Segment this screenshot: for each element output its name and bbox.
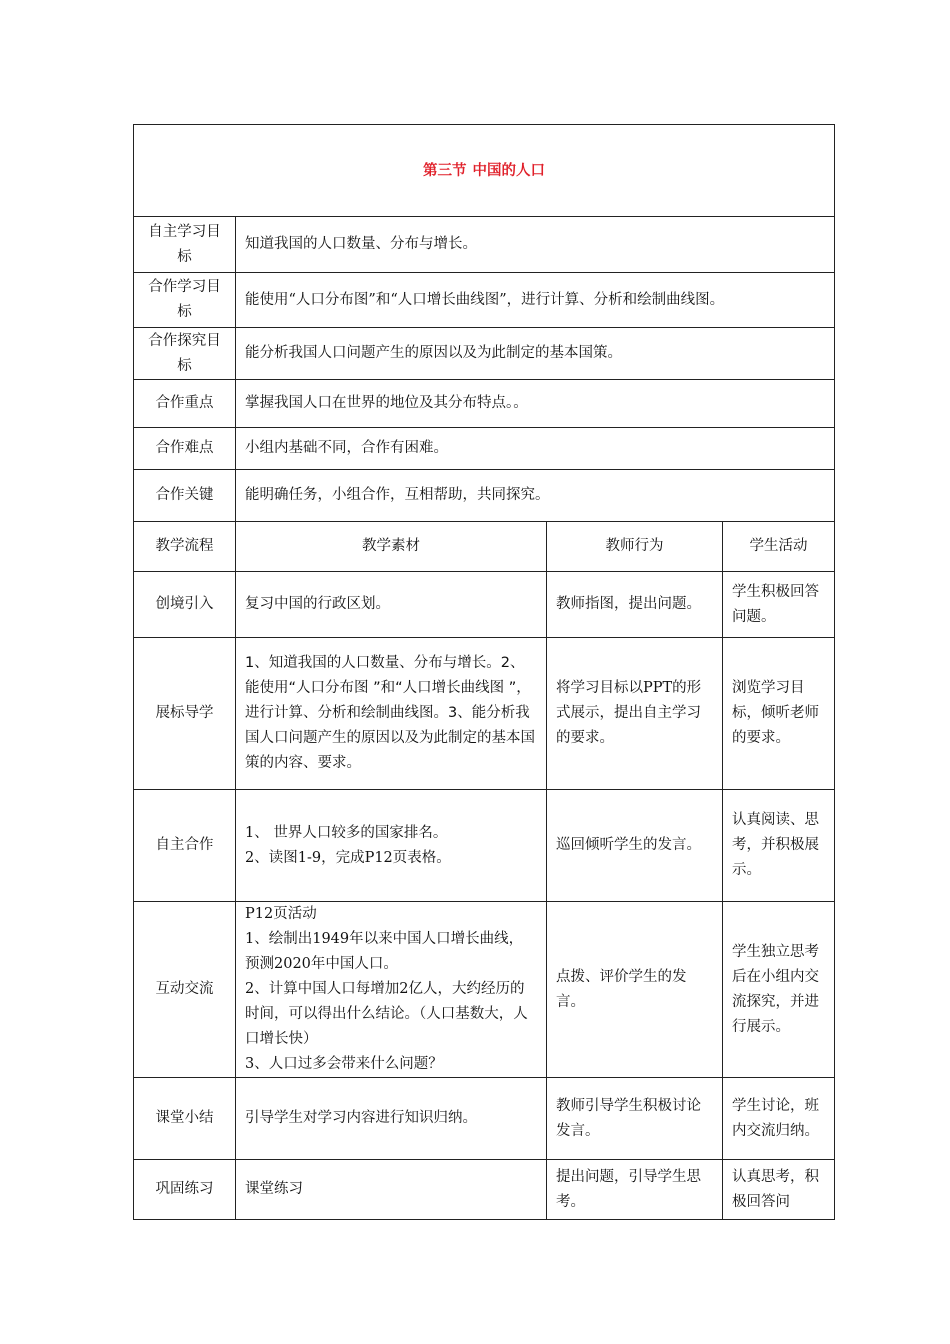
teacher-cell: 提出问题，引导学生思考。	[547, 1160, 723, 1220]
material-cell: 1、知道我国的人口数量、分布与增长。2、能使用“人口分布图 ”和“人口增长曲线图 ”，进行计算、分析和绘制曲线图。3、能分析我国人口问题产生的原因以及为此制定的基本国策的内容、要求。	[236, 638, 547, 790]
material-line: 3、人口过多会带来什么问题？	[245, 1056, 443, 1072]
flow-step: 自主合作	[134, 790, 236, 902]
student-cell: 学生积极回答问题。	[723, 572, 835, 638]
objective-row	[134, 328, 835, 380]
teacher-cell: 教师指图，提出问题。	[547, 572, 723, 638]
objective-row	[134, 273, 835, 328]
flow-step: 展标导学	[134, 638, 236, 790]
flow-step: 巩固练习	[134, 1160, 236, 1220]
material-line: 2、计算中国人口每增加2亿人，大约经历的时间，可以得出什么结论。（人口基数大，人口增长快）	[245, 981, 528, 1047]
objective-text: 能明确任务，小组合作，互相帮助，共同探究。	[236, 470, 835, 522]
objective-row	[134, 380, 835, 428]
objective-text: 掌握我国人口在世界的地位及其分布特点。。	[236, 380, 835, 428]
material-line: 2、读图1-9，完成P12页表格。	[245, 849, 451, 866]
material-cell: 复习中国的行政区划。	[236, 572, 547, 638]
flow-step: 创境引入	[134, 572, 236, 638]
column-header-row	[134, 522, 835, 572]
student-cell: 学生讨论，班内交流归纳。	[723, 1078, 835, 1160]
teacher-cell: 巡回倾听学生的发言。	[547, 790, 723, 902]
material-cell	[236, 790, 547, 902]
student-cell: 学生独立思考后在小组内交流探究，并进行展示。	[723, 902, 835, 1078]
teacher-cell: 点拨、评价学生的发言。	[547, 902, 723, 1078]
student-cell: 认真思考，积极回答问	[723, 1160, 835, 1220]
col-header-material: 教学素材	[236, 522, 547, 572]
flow-row	[134, 1160, 835, 1220]
flow-row	[134, 1078, 835, 1160]
section-number: 第三节	[423, 162, 467, 179]
col-header-teacher: 教师行为	[547, 522, 723, 572]
teacher-cell: 教师引导学生积极讨论发言。	[547, 1078, 723, 1160]
flow-row	[134, 790, 835, 902]
flow-row	[134, 902, 835, 1078]
material-cell: 引导学生对学习内容进行知识归纳。	[236, 1078, 547, 1160]
material-cell	[236, 902, 547, 1078]
objective-label: 自主学习目标	[134, 217, 236, 273]
objective-text: 能分析我国人口问题产生的原因以及为此制定的基本国策。	[236, 328, 835, 380]
col-header-student: 学生活动	[723, 522, 835, 572]
page-title	[134, 125, 835, 217]
flow-step: 互动交流	[134, 902, 236, 1078]
lesson-name: 中国的人口	[472, 162, 545, 179]
material-line: 1、 世界人口较多的国家排名。	[245, 824, 448, 841]
lesson-plan-table	[133, 124, 835, 1220]
objective-label: 合作难点	[134, 428, 236, 470]
objective-row	[134, 470, 835, 522]
objective-label: 合作关键	[134, 470, 236, 522]
objective-label: 合作探究目标	[134, 328, 236, 380]
objective-text: 知道我国的人口数量、分布与增长。	[236, 217, 835, 273]
title-row	[134, 125, 835, 217]
student-cell: 认真阅读、思考，并积极展示。	[723, 790, 835, 902]
material-line: 1、绘制出1949年以来中国人口增长曲线，预测2020年中国人口。	[245, 931, 524, 972]
objective-text: 小组内基础不同，合作有困难。	[236, 428, 835, 470]
col-header-flow: 教学流程	[134, 522, 236, 572]
objective-label: 合作重点	[134, 380, 236, 428]
flow-row	[134, 572, 835, 638]
material-line: P12页活动	[245, 906, 317, 922]
objective-row	[134, 217, 835, 273]
objective-text: 能使用“人口分布图”和“人口增长曲线图”，进行计算、分析和绘制曲线图。	[236, 273, 835, 328]
teacher-cell: 将学习目标以PPT的形式展示，提出自主学习的要求。	[547, 638, 723, 790]
student-cell: 浏览学习目标，倾听老师的要求。	[723, 638, 835, 790]
material-cell: 课堂练习	[236, 1160, 547, 1220]
objective-label: 合作学习目标	[134, 273, 236, 328]
flow-step: 课堂小结	[134, 1078, 236, 1160]
flow-row	[134, 638, 835, 790]
objective-row	[134, 428, 835, 470]
